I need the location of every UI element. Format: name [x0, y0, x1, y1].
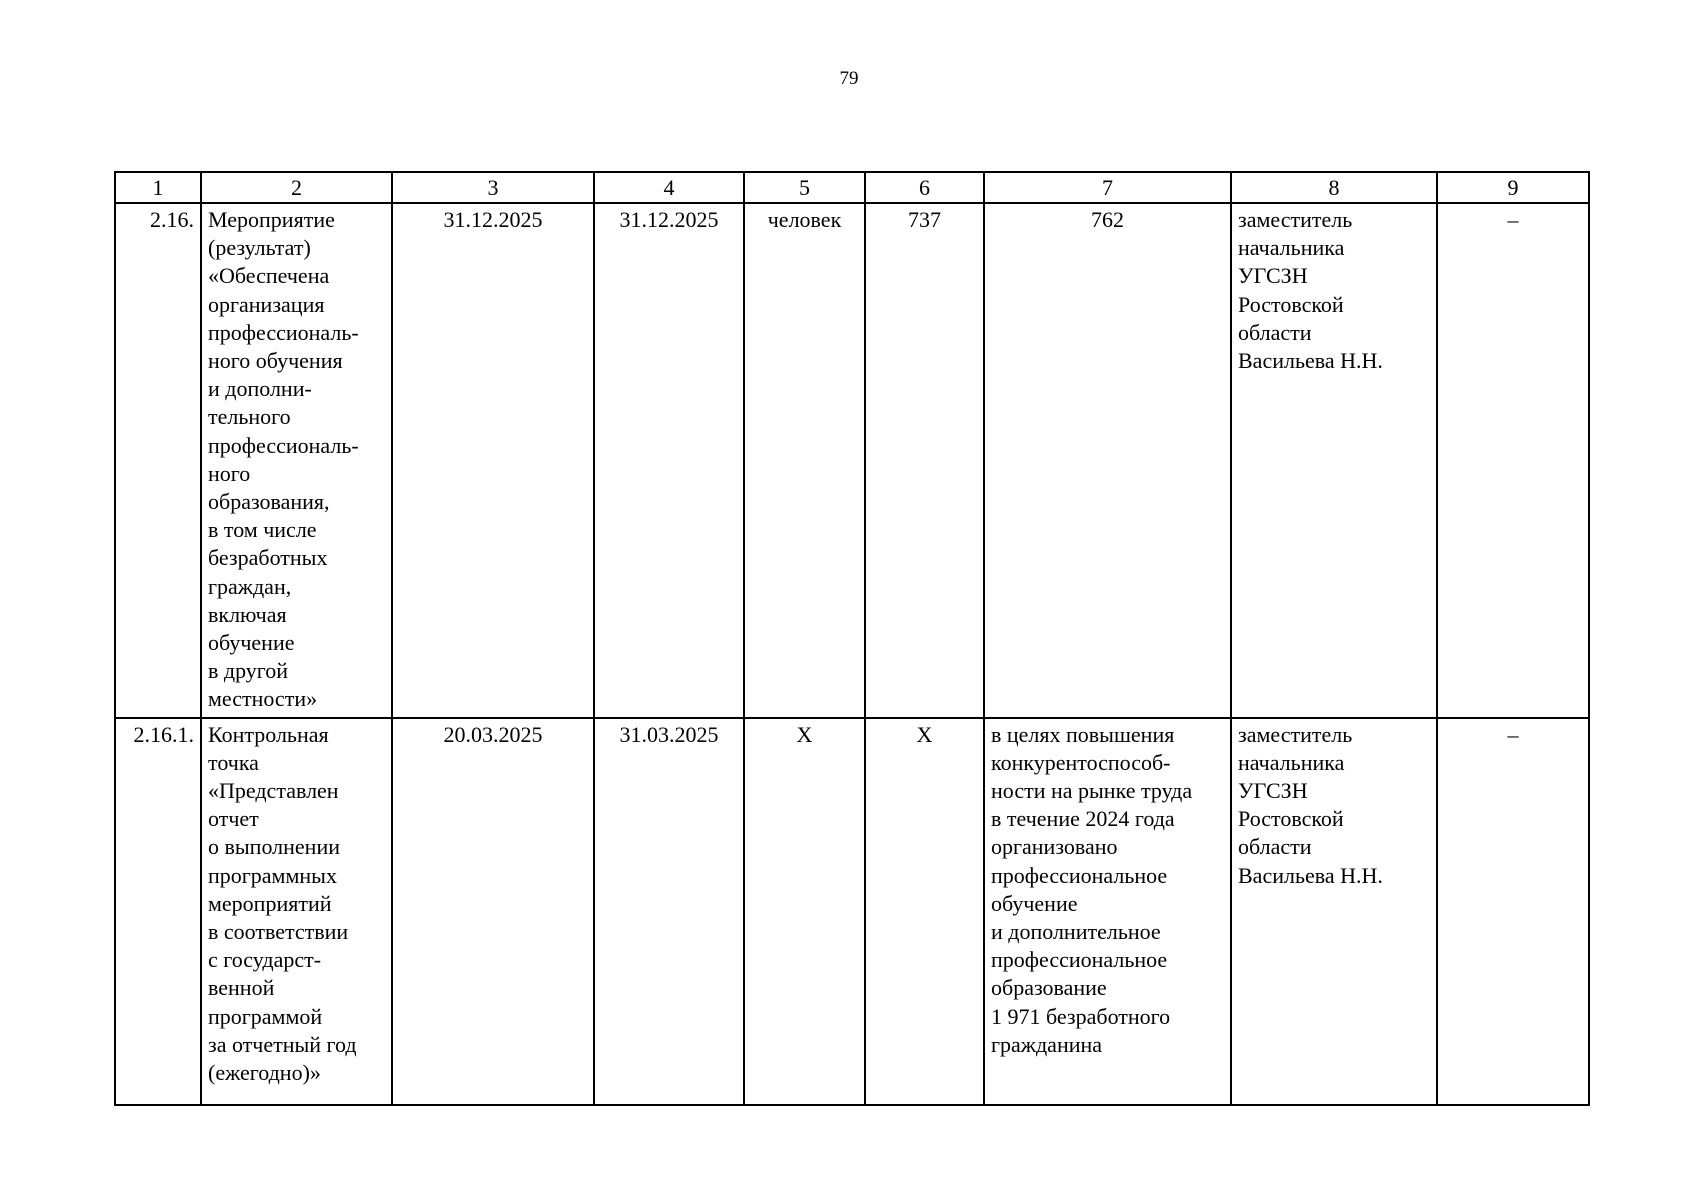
table-row	[115, 203, 1589, 718]
unit: человек	[744, 203, 865, 718]
fact-value: в целях повышения конкурентоспособ- ности на рынке труда в течение 2024 года организовано профессиональное обучение и дополнительное профессиональное образование 1 971 безработного гражданина	[984, 718, 1231, 1105]
unit: Х	[744, 718, 865, 1105]
page-number: 79	[839, 68, 859, 89]
table-row	[115, 718, 1589, 1105]
start-date: 20.03.2025	[392, 718, 594, 1105]
measure-name: Мероприятие (результат) «Обеспечена организация профессиональ- ного обучения и дополни- тельного профессиональ- ного образования, в том числе безработных граждан, включая обучение в другой местности»	[201, 203, 392, 718]
header-cell-2: 2	[201, 172, 392, 203]
measure-name: Контрольная точка «Представлен отчет о выполнении программных мероприятий в соответствии с государст- венной программой за отчетный год (ежегодно)»	[201, 718, 392, 1105]
header-cell-7: 7	[984, 172, 1231, 203]
row-number: 2.16.1.	[115, 718, 201, 1105]
header-row	[115, 172, 1589, 203]
header-cell-8: 8	[1231, 172, 1437, 203]
start-date: 31.12.2025	[392, 203, 594, 718]
header-cell-4: 4	[594, 172, 744, 203]
header-cell-5: 5	[744, 172, 865, 203]
note: –	[1437, 718, 1589, 1105]
header-cell-1: 1	[115, 172, 201, 203]
fact-value: 762	[984, 203, 1231, 718]
plan-value: Х	[865, 718, 984, 1105]
end-date: 31.03.2025	[594, 718, 744, 1105]
row-number: 2.16.	[115, 203, 201, 718]
end-date: 31.12.2025	[594, 203, 744, 718]
note: –	[1437, 203, 1589, 718]
measures-table	[114, 171, 1590, 1106]
header-cell-9: 9	[1437, 172, 1589, 203]
plan-value: 737	[865, 203, 984, 718]
responsible: заместитель начальника УГСЗН Ростовской области Васильева Н.Н.	[1231, 203, 1437, 718]
header-cell-3: 3	[392, 172, 594, 203]
header-cell-6: 6	[865, 172, 984, 203]
responsible: заместитель начальника УГСЗН Ростовской области Васильева Н.Н.	[1231, 718, 1437, 1105]
